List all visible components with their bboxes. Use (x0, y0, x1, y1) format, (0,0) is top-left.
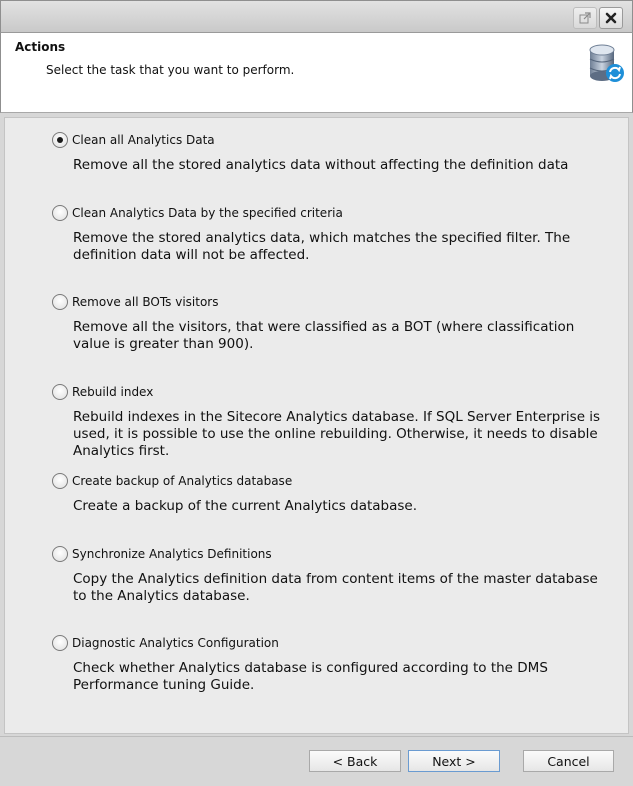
database-sync-icon (587, 43, 625, 85)
option-label[interactable]: Diagnostic Analytics Configuration (72, 636, 279, 650)
option-label[interactable]: Create backup of Analytics database (72, 474, 293, 488)
option-label[interactable]: Clean all Analytics Data (72, 133, 215, 147)
radio-clean-all[interactable] (52, 132, 68, 148)
page-subtitle: Select the task that you want to perform. (46, 63, 295, 77)
option-description: Rebuild indexes in the Sitecore Analytics database. If SQL Server Enterprise is used, it is possible to use the online rebuilding. Otherwise, it needs to disable Analytics first. (73, 409, 601, 459)
option-description: Create a backup of the current Analytics database. (73, 498, 418, 514)
close-button[interactable] (599, 7, 623, 29)
radio-diagnostic-configuration[interactable] (52, 635, 68, 651)
option-description: Remove all the stored analytics data without affecting the definition data (73, 157, 569, 173)
close-icon (605, 12, 617, 24)
wizard-header (0, 33, 633, 113)
option-label[interactable]: Rebuild index (72, 385, 154, 399)
radio-synchronize-definitions[interactable] (52, 546, 68, 562)
option-label[interactable]: Synchronize Analytics Definitions (72, 547, 272, 561)
radio-remove-bots[interactable] (52, 294, 68, 310)
option-description: Check whether Analytics database is configured according to the DMS Performance tuning Guide. (73, 660, 548, 693)
title-bar (0, 0, 633, 33)
option-description: Remove the stored analytics data, which matches the specified filter. The definition data will not be affected. (73, 230, 571, 263)
next-button[interactable]: Next > (408, 750, 500, 772)
radio-create-backup[interactable] (52, 473, 68, 489)
page-title: Actions (15, 40, 66, 54)
option-label[interactable]: Remove all BOTs visitors (72, 295, 219, 309)
radio-clean-criteria[interactable] (52, 205, 68, 221)
cancel-button[interactable]: Cancel (523, 750, 614, 772)
footer-divider (0, 736, 633, 737)
popout-button[interactable] (573, 7, 597, 29)
back-button[interactable]: < Back (309, 750, 401, 772)
option-description: Copy the Analytics definition data from content items of the master database to the Analytics database. (73, 571, 598, 604)
options-panel (4, 117, 629, 734)
option-label[interactable]: Clean Analytics Data by the specified criteria (72, 206, 343, 220)
radio-rebuild-index[interactable] (52, 384, 68, 400)
popout-icon (579, 12, 591, 24)
option-description: Remove all the visitors, that were classified as a BOT (where classification value is greater than 900). (73, 319, 575, 352)
